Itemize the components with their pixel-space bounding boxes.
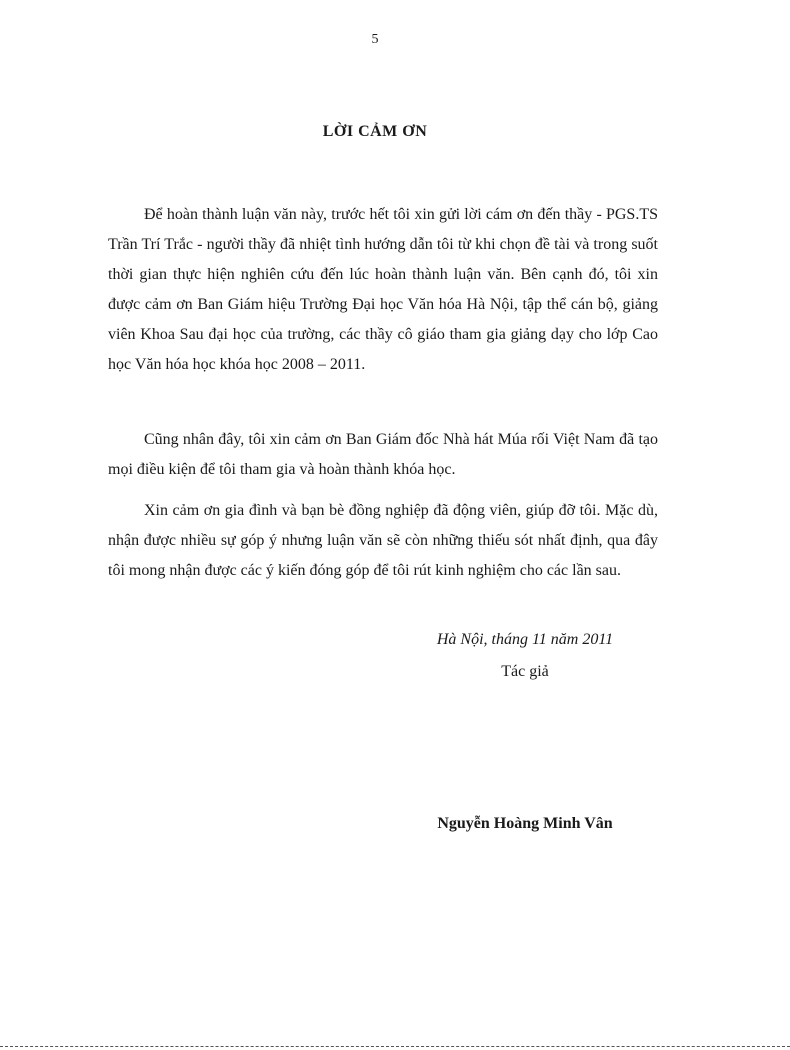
paragraph-text: Cũng nhân đây, tôi xin cảm ơn Ban Giám đốc Nhà hát Múa rối Việt Nam đã tạo mọi điều kiện để tôi tham gia và hoàn thành khóa học. xyxy=(108,431,658,478)
paragraph-acknowledgement-2 xyxy=(108,425,658,485)
page-title: LỜI CẢM ƠN xyxy=(322,123,428,140)
paragraph-acknowledgement-3 xyxy=(108,496,658,586)
page-number: 5 xyxy=(371,32,379,47)
page-bottom-divider xyxy=(0,1046,790,1047)
paragraph-acknowledgement-1 xyxy=(108,200,658,380)
paragraph-text: Xin cảm ơn gia đình và bạn bè đồng nghiệp đã động viên, giúp đỡ tôi. Mặc dù, nhận được nhiều sự góp ý nhưng luận văn sẽ còn những thiếu sót nhất định, qua đây tôi mong nhận được các ý kiến đóng góp để tôi rút kinh nghiệm cho các lần sau. xyxy=(108,502,658,579)
place-date: Hà Nội, tháng 11 năm 2011 xyxy=(436,631,614,648)
author-label: Tác giả xyxy=(501,663,549,680)
author-name: Nguyễn Hoàng Minh Vân xyxy=(437,815,613,832)
paragraph-text: Để hoàn thành luận văn này, trước hết tôi xin gửi lời cám ơn đến thầy - PGS.TS Trần Trí Trắc - người thầy đã nhiệt tình hướng dẫn tôi từ khi chọn đề tài và trong suốt thời gian thực hiện nghiên cứu đến lúc hoàn thành luận văn. Bên cạnh đó, tôi xin được cảm ơn Ban Giám hiệu Trường Đại học Văn hóa Hà Nội, tập thể cán bộ, giảng viên Khoa Sau đại học của trường, các thầy cô giáo tham gia giảng dạy cho lớp Cao học Văn hóa học khóa học 2008 – 2011. xyxy=(108,206,658,373)
